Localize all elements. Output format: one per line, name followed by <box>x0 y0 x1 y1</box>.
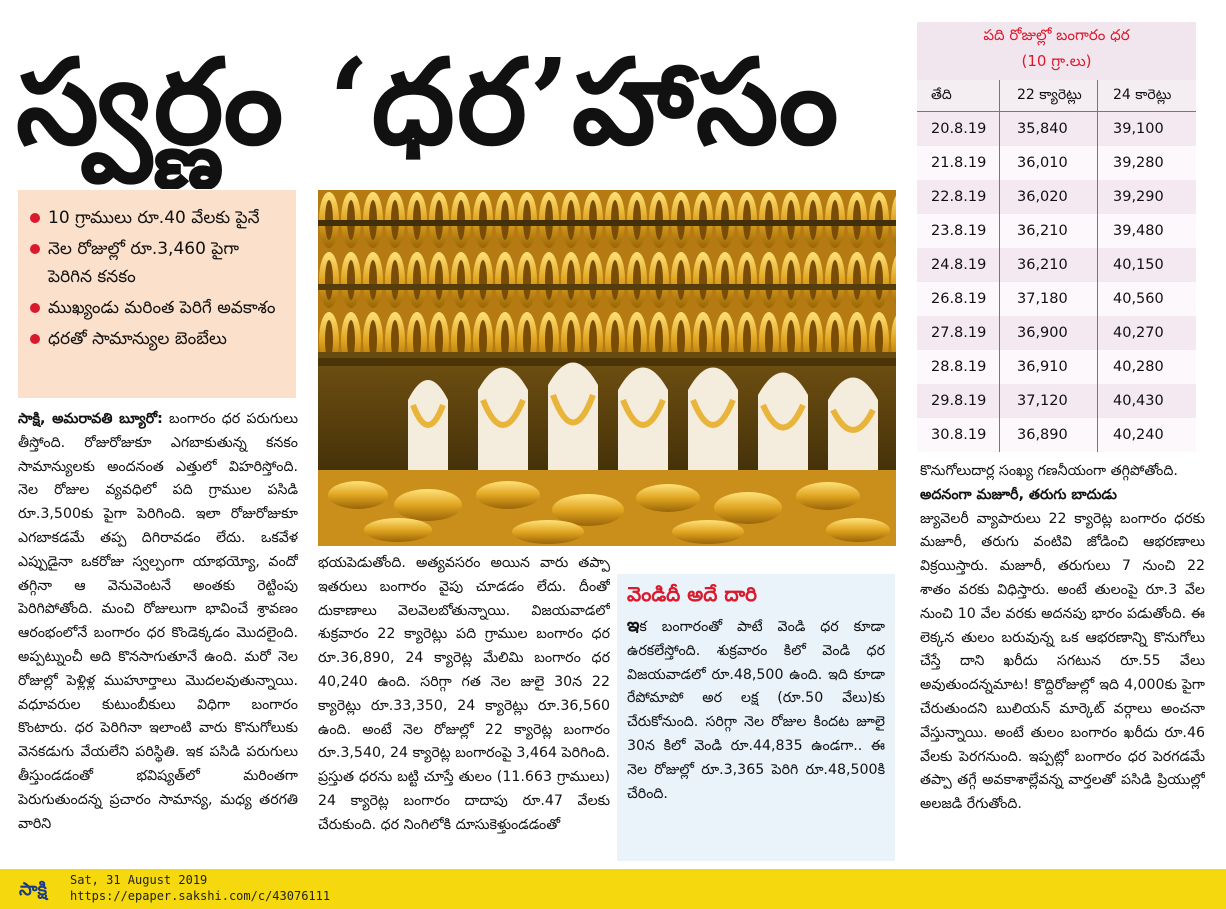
table-divider <box>1097 80 1098 452</box>
article-text: కొనుగోలుదార్ల సంఖ్య గణనీయంగా తగ్గిపోతోంది. <box>920 463 1178 479</box>
headline: స్వర్ణం ‘ధర’హాసం <box>16 32 841 171</box>
gold-jewellery-photo <box>318 190 896 546</box>
header-24k: 24 కారెట్లు <box>1113 87 1172 103</box>
highlight-text: 10 గ్రాములు రూ.40 వేలకు పైనే <box>48 208 260 228</box>
article-text: జ్యువెలరీ వ్యాపారులు 22 క్యారెట్ల బంగారం ధరకు మజూరీ, తరుగు వంటివి జోడించి ఆభరణాలు విక్రయిస్తారు. మజూరీ, తరుగులు 7 నుంచి 22 శాతం వరకు విధిస్తారు. అంటే తులంపై రూ.3 వేల నుంచి 10 వేల వరకు అదనపు భారం పడుతోంది. ఈ లెక్కన తులం బరువున్న ఒక ఆభరణాన్ని కొనుగోలు చేస్తే దాని ఖరీదు సగటున రూ.55 వేలు అవుతుందన్నమాట! కొద్దిరోజుల్లో ఇది 4,000కు పైగా చేరుతుందని బులియన్ మార్కెట్ వర్గాలు అంచనా వేస్తున్నాయి. అంటే తులం బంగారం ఖరీదు రూ.46 వేలకు పెరగనుంది. ఇప్పట్లో బంగారం ధర పెరగడమే తప్పా తగ్గే అవకాశాల్లేవన్న వార్తలతో పసిడి ప్రియుల్లో అలజడి రేగుతోంది. <box>920 510 1205 813</box>
cell-date: 21.8.19 <box>931 155 987 171</box>
bullet-dot-icon <box>30 334 40 344</box>
cell-24k: 40,150 <box>1113 257 1164 273</box>
cell-24k: 40,270 <box>1113 325 1164 341</box>
cell-22k: 36,890 <box>1017 427 1068 443</box>
bullet-dot-icon <box>30 213 40 223</box>
dropcap: ఇ <box>627 615 640 636</box>
cell-24k: 40,280 <box>1113 359 1164 375</box>
table-divider <box>999 80 1000 452</box>
table-row <box>917 350 1196 384</box>
cell-24k: 40,430 <box>1113 393 1164 409</box>
cell-22k: 36,210 <box>1017 257 1068 273</box>
highlight-item <box>30 325 286 353</box>
cell-24k: 39,290 <box>1113 189 1164 205</box>
cell-date: 26.8.19 <box>931 291 987 307</box>
cell-date: 27.8.19 <box>931 325 987 341</box>
subheading: అదనంగా మజూరీ, తరుగు బాదుడు <box>920 486 1117 503</box>
table-row <box>917 248 1196 282</box>
header-22k: 22 క్యారెట్లు <box>1017 87 1082 103</box>
table-row <box>917 112 1196 146</box>
edition-url[interactable]: https://epaper.sakshi.com/c/43076111 <box>70 889 331 903</box>
table-grid <box>917 80 1196 452</box>
cell-date: 28.8.19 <box>931 359 987 375</box>
table-row <box>917 418 1196 452</box>
cell-24k: 39,480 <box>1113 223 1164 239</box>
bullet-dot-icon <box>30 303 40 313</box>
silver-box-body <box>627 614 885 806</box>
cell-24k: 39,100 <box>1113 121 1164 137</box>
highlights-box <box>18 190 296 398</box>
highlight-text: నెల రోజుల్లో రూ.3,460 పైగా పెరిగిన కనకం <box>48 239 240 287</box>
cell-22k: 37,180 <box>1017 291 1068 307</box>
highlight-item <box>30 294 286 322</box>
silver-text: క బంగారంతో పాటే వెండి ధర కూడా ఉరకలేస్తోంది. శుక్రవారం కిలో వెండి ధర విజయవాడలో రూ.48,500 ఉంది. ఇది కూడా రేపోమాపో అర లక్ష (రూ.50 వేలు)కు చేరుకోనుంది. సరిగ్గా నెల రోజుల కిందట జూలై 30న కిలో వెండి రూ.44,835 ఉండగా.. ఈ నెల రోజుల్లో రూ.3,365 పెరిగి రూ.48,500కి చేరింది. <box>627 619 885 802</box>
cell-22k: 36,210 <box>1017 223 1068 239</box>
cell-date: 30.8.19 <box>931 427 987 443</box>
table-row <box>917 214 1196 248</box>
highlight-item <box>30 235 286 291</box>
cell-date: 29.8.19 <box>931 393 987 409</box>
cell-24k: 39,280 <box>1113 155 1164 171</box>
article-column-1 <box>18 408 298 868</box>
cell-22k: 36,020 <box>1017 189 1068 205</box>
table-row <box>917 282 1196 316</box>
table-subtitle: (10 గ్రా.లు) <box>1021 52 1092 70</box>
silver-box-title: వెండిదీ అదే దారి <box>627 582 757 606</box>
highlight-item <box>30 204 286 232</box>
sakshi-logo <box>6 873 60 905</box>
article-column-2: భయపెడుతోంది. అత్యవసరం అయిన వారు తప్పా ఇతరులు బంగారం వైపు చూడడం లేదు. దీంతో దుకాణాలు వెలవెలబోతున్నాయి. విజయవాడలో శుక్రవారం 22 క్యారెట్లు పది గ్రాముల బంగారం ధర రూ.36,890, 24 క్యారెట్ల మేలిమి బంగారం ధర 40,240 ఉంది. సరిగ్గా గత నెల జులై 30న 22 క్యారెట్లు రూ.33,350, 24 క్యారెట్లు రూ.36,560 ఉంది. అంటే నెల రోజుల్లో 22 క్యారెట్ల బంగారం రూ.3,540, 24 క్యారెట్ల బంగారంపై 3,464 పెరిగింది. ప్రస్తుత ధరను బట్టి చూస్తే తులం (11.663 గ్రాములు) 24 క్యారెట్ల బంగారం దాదాపు రూ.47 వేలకు చేరుకుంది. ధర నింగిలోకి దూసుకెళ్తుండడంతో <box>318 555 610 833</box>
cell-22k: 36,900 <box>1017 325 1068 341</box>
cell-22k: 36,910 <box>1017 359 1068 375</box>
cell-date: 22.8.19 <box>931 189 987 205</box>
highlight-text: ధరతో సామాన్యుల బెంబేలు <box>48 329 227 349</box>
gold-price-table <box>917 22 1196 452</box>
cell-date: 20.8.19 <box>931 121 987 137</box>
table-header-row <box>917 80 1196 112</box>
table-row <box>917 180 1196 214</box>
cell-22k: 35,840 <box>1017 121 1068 137</box>
logo-text: సాక్షి <box>19 879 47 900</box>
silver-box <box>617 574 895 861</box>
table-row <box>917 146 1196 180</box>
table-row <box>917 384 1196 418</box>
cell-22k: 37,120 <box>1017 393 1068 409</box>
highlight-text: ముఖ్యండు మరింత పెరిగే అవకాశం <box>48 298 276 318</box>
cell-24k: 40,560 <box>1113 291 1164 307</box>
footer-bar <box>0 869 1226 909</box>
cell-24k: 40,240 <box>1113 427 1164 443</box>
table-title: పది రోజుల్లో బంగారం ధర <box>983 26 1130 44</box>
edition-date: Sat, 31 August 2019 <box>70 873 208 887</box>
bullet-dot-icon <box>30 244 40 254</box>
byline: సాక్షి, అమరావతి బ్యూరో: <box>18 411 163 427</box>
cell-date: 23.8.19 <box>931 223 987 239</box>
cell-22k: 36,010 <box>1017 155 1068 171</box>
article-column-4 <box>920 460 1205 870</box>
header-date: తేది <box>931 87 952 103</box>
article-text: బంగారం ధర పరుగులు తీస్తోంది. రోజురోజుకూ ఎగబాకుతున్న కనకం సామాన్యులకు అందనంత ఎత్తులో విహరిస్తోంది. నెల రోజుల వ్యవధిలో పది గ్రాముల పసిడి రూ.3,500కు పైగా పెరిగింది. ఇలా రోజురోజుకూ ఎగబాకడమే తప్ప దిగిరావడం లేదు. ఒకవేళ ఎప్పుడైనా ఒకరోజు స్వల్పంగా యాభయ్యో, వందో తగ్గినా ఆ వెనువెంటనే అంతకు రెట్టింపు పెరిగిపోతోంది. మంచి రోజులుగా భావించే శ్రావణం ఆరంభంలోనే బంగారం ధర కొండెక్కడం మొదలైంది. అప్పట్నుంచీ అది కొనసాగుతూనే ఉంది. మరో నెల రోజుల్లో పెళ్లిళ్ల ముహూర్తాలు మొదలవుతున్నాయి. వధూవరుల కుటుంబీకులు విధిగా బంగారం కొంటారు. ధర పెరిగినా ఇలాంటి వారు కొనుగోలుకు వెనకడుగు వేయలేని పరిస్థితి. ఇక పసిడి పరుగులు తీస్తుండడంతో భవిష్యత్‌లో మరింతగా పెరుగుతుందన్న ప్రచారం సామాన్య, మధ్య తరగతి వారిని <box>18 411 298 832</box>
cell-date: 24.8.19 <box>931 257 987 273</box>
table-row <box>917 316 1196 350</box>
